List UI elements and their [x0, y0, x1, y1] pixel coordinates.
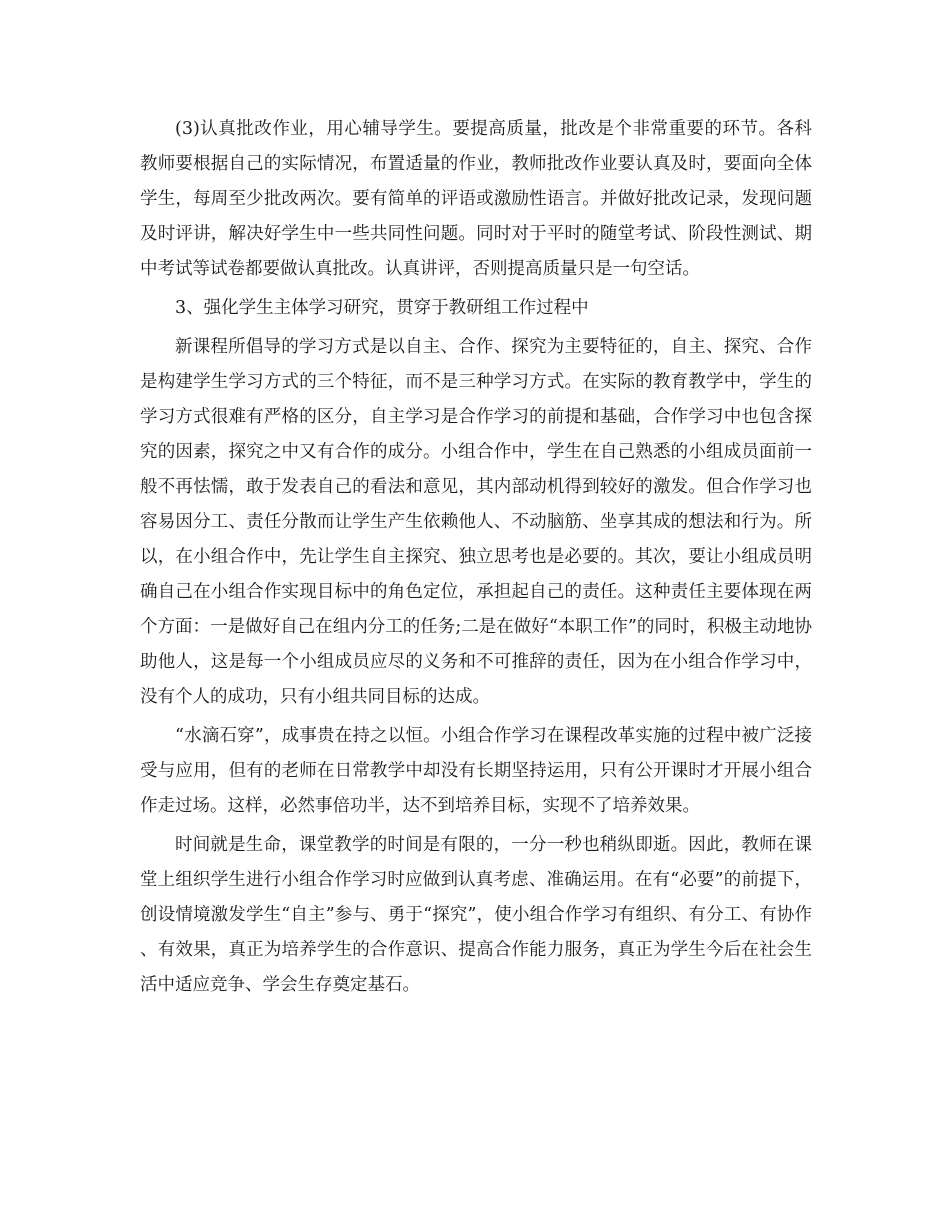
- paragraph-classroom-time: 时间就是生命，课堂教学的时间是有限的，一分一秒也稍纵即逝。因此，教师在课堂上组织学生进行小组合作学习时应做到认真考虑、准确运用。在有“必要”的前提下，创设情境激发学生“自主”参与、勇于“探究”，使小组合作学习有组织、有分工、有协作、有效果，真正为培养学生的合作意识、提高合作能力服务，真正为学生今后在社会生活中适应竞争、学会生存奠定基石。: [140, 835, 812, 995]
- paragraph-homework-correction: (3)认真批改作业，用心辅导学生。要提高质量，批改是个非常重要的环节。各科教师要根据自己的实际情况，布置适量的作业，教师批改作业要认真及时，要面向全体学生，每周至少批改两次。要有简单的评语或激励性语言。并做好批改记录，发现问题及时评讲，解决好学生中一些共同性问题。同时对于平时的随堂考试、阶段性测试、期中考试等试卷都要做认真批改。认真讲评，否则提高质量只是一句空话。: [140, 119, 812, 279]
- paragraph-persistence: “水滴石穿”，成事贵在持之以恒。小组合作学习在课程改革实施的过程中被广泛接受与应用，但有的老师在日常教学中却没有长期坚持运用，只有公开课时才开展小组合作走过场。这样，必然事倍功半，达不到培养目标，实现不了培养效果。: [140, 726, 812, 816]
- paragraph-learning-methods: 新课程所倡导的学习方式是以自主、合作、探究为主要特征的，自主、探究、合作是构建学生学习方式的三个特征，而不是三种学习方式。在实际的教育教学中，学生的学习方式很难有严格的区分，自主学习是合作学习的前提和基础，合作学习中也包含探究的因素，探究之中又有合作的成分。小组合作中，学生在自己熟悉的小组成员面前一般不再怯懦，敢于发表自己的看法和意见，其内部动机得到较好的激发。但合作学习也容易因分工、责任分散而让学生产生依赖他人、不动脑筋、坐享其成的想法和行为。所以，在小组合作中，先让学生自主探究、独立思考也是必要的。其次，要让小组成员明确自己在小组合作实现目标中的角色定位，承担起自己的责任。这种责任主要体现在两个方面：一是做好自己在组内分工的任务;二是在做好“本职工作”的同时，积极主动地协助他人，这是每一个小组成员应尽的义务和不可推辞的责任，因为在小组合作学习中，没有个人的成功，只有小组共同目标的达成。: [140, 337, 812, 707]
- section-heading-student-learning: 3、强化学生主体学习研究，贯穿于教研组工作过程中: [175, 298, 589, 318]
- document-page: [140, 112, 812, 1007]
